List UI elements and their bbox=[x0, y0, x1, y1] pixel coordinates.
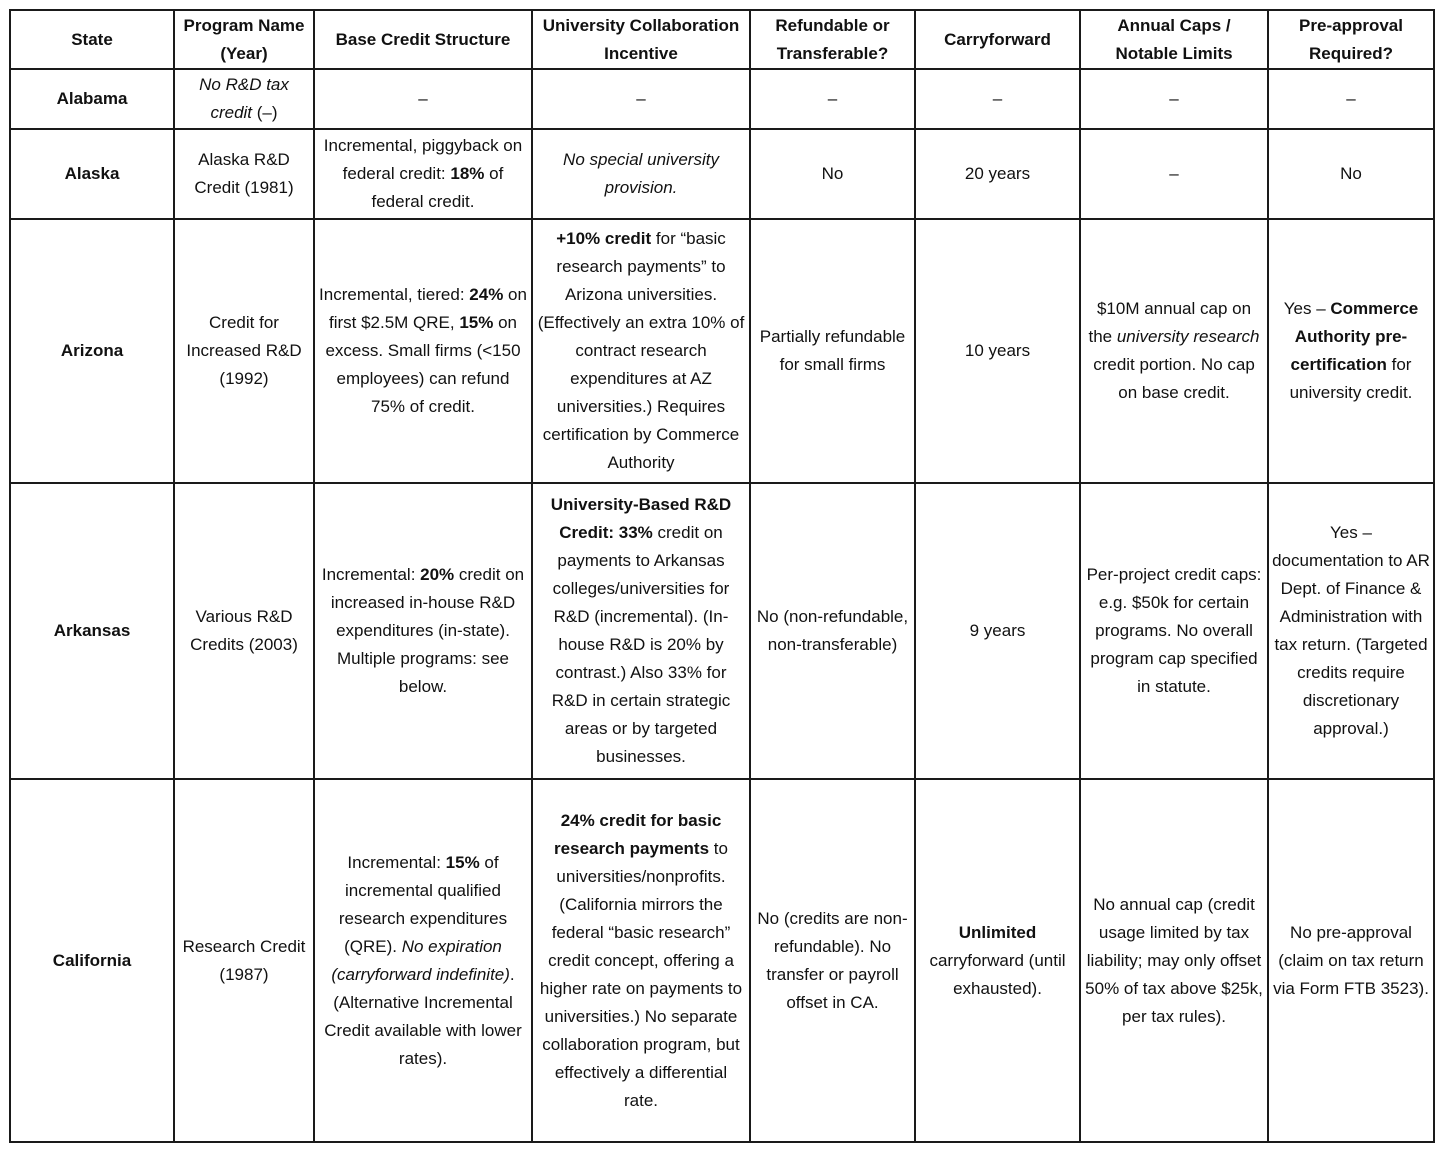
cell-carryforward: Unlimited carryforward (until exhausted). bbox=[915, 779, 1080, 1142]
table-row-arizona bbox=[10, 219, 1434, 483]
table-row-alaska bbox=[10, 129, 1434, 219]
cell-base-credit: Incremental, piggyback on federal credit: 18% of federal credit. bbox=[314, 129, 532, 219]
cell-annual-caps: No annual cap (credit usage limited by tax liability; may only offset 50% of tax above $25k, per tax rules). bbox=[1080, 779, 1268, 1142]
cell-university: +10% credit for “basic research payments” to Arizona universities. (Effectively an extra 10% of contract research expenditures at AZ universities.) Requires certification by Commerce Authority bbox=[532, 219, 750, 483]
header-preapproval: Pre-approval Required? bbox=[1268, 10, 1434, 69]
header-program: Program Name (Year) bbox=[174, 10, 314, 69]
cell-refundable: No (credits are non-refundable). No transfer or payroll offset in CA. bbox=[750, 779, 915, 1142]
table-row-california bbox=[10, 779, 1434, 1142]
cell-preapproval: Yes – documentation to AR Dept. of Finance & Administration with tax return. (Targeted credits require discretionary approval.) bbox=[1268, 483, 1434, 779]
table-row-arkansas bbox=[10, 483, 1434, 779]
cell-university: – bbox=[532, 69, 750, 129]
cell-program: Various R&D Credits (2003) bbox=[174, 483, 314, 779]
header-annual-caps: Annual Caps / Notable Limits bbox=[1080, 10, 1268, 69]
cell-base-credit: Incremental, tiered: 24% on first $2.5M QRE, 15% on excess. Small firms (<150 employees) can refund 75% of credit. bbox=[314, 219, 532, 483]
header-row bbox=[10, 10, 1434, 69]
cell-refundable: – bbox=[750, 69, 915, 129]
cell-program: No R&D tax credit (–) bbox=[174, 69, 314, 129]
cell-preapproval: – bbox=[1268, 69, 1434, 129]
cell-state: Arizona bbox=[10, 219, 174, 483]
cell-state: Arkansas bbox=[10, 483, 174, 779]
cell-refundable: No bbox=[750, 129, 915, 219]
cell-program: Alaska R&D Credit (1981) bbox=[174, 129, 314, 219]
cell-program: Research Credit (1987) bbox=[174, 779, 314, 1142]
cell-annual-caps: $10M annual cap on the university research credit portion. No cap on base credit. bbox=[1080, 219, 1268, 483]
header-carryforward: Carryforward bbox=[915, 10, 1080, 69]
cell-university: University-Based R&D Credit: 33% credit on payments to Arkansas colleges/universities for R&D (incremental). (In-house R&D is 20% by contrast.) Also 33% for R&D in certain strategic areas or by targeted businesses. bbox=[532, 483, 750, 779]
cell-annual-caps: – bbox=[1080, 129, 1268, 219]
cell-refundable: Partially refundable for small firms bbox=[750, 219, 915, 483]
rd-credit-table bbox=[9, 9, 1435, 1143]
cell-university: No special university provision. bbox=[532, 129, 750, 219]
cell-refundable: No (non-refundable, non-transferable) bbox=[750, 483, 915, 779]
cell-preapproval: Yes – Commerce Authority pre-certification for university credit. bbox=[1268, 219, 1434, 483]
header-state: State bbox=[10, 10, 174, 69]
header-base-credit: Base Credit Structure bbox=[314, 10, 532, 69]
cell-annual-caps: Per-project credit caps: e.g. $50k for certain programs. No overall program cap specified in statute. bbox=[1080, 483, 1268, 779]
cell-carryforward: 9 years bbox=[915, 483, 1080, 779]
cell-base-credit: Incremental: 15% of incremental qualified research expenditures (QRE). No expiration (carryforward indefinite). (Alternative Incremental Credit available with lower rates). bbox=[314, 779, 532, 1142]
cell-preapproval: No pre-approval (claim on tax return via Form FTB 3523). bbox=[1268, 779, 1434, 1142]
cell-carryforward: 20 years bbox=[915, 129, 1080, 219]
cell-base-credit: Incremental: 20% credit on increased in-house R&D expenditures (in-state). Multiple programs: see below. bbox=[314, 483, 532, 779]
cell-state: California bbox=[10, 779, 174, 1142]
cell-program: Credit for Increased R&D (1992) bbox=[174, 219, 314, 483]
cell-carryforward: – bbox=[915, 69, 1080, 129]
cell-preapproval: No bbox=[1268, 129, 1434, 219]
table-row-alabama bbox=[10, 69, 1434, 129]
cell-carryforward: 10 years bbox=[915, 219, 1080, 483]
cell-state: Alabama bbox=[10, 69, 174, 129]
cell-state: Alaska bbox=[10, 129, 174, 219]
header-university: University Collaboration Incentive bbox=[532, 10, 750, 69]
cell-base-credit: – bbox=[314, 69, 532, 129]
cell-annual-caps: – bbox=[1080, 69, 1268, 129]
header-refundable: Refundable or Transferable? bbox=[750, 10, 915, 69]
cell-university: 24% credit for basic research payments to universities/nonprofits. (California mirrors the federal “basic research” credit concept, offering a higher rate on payments to universities.) No separate collaboration program, but effectively a differential rate. bbox=[532, 779, 750, 1142]
